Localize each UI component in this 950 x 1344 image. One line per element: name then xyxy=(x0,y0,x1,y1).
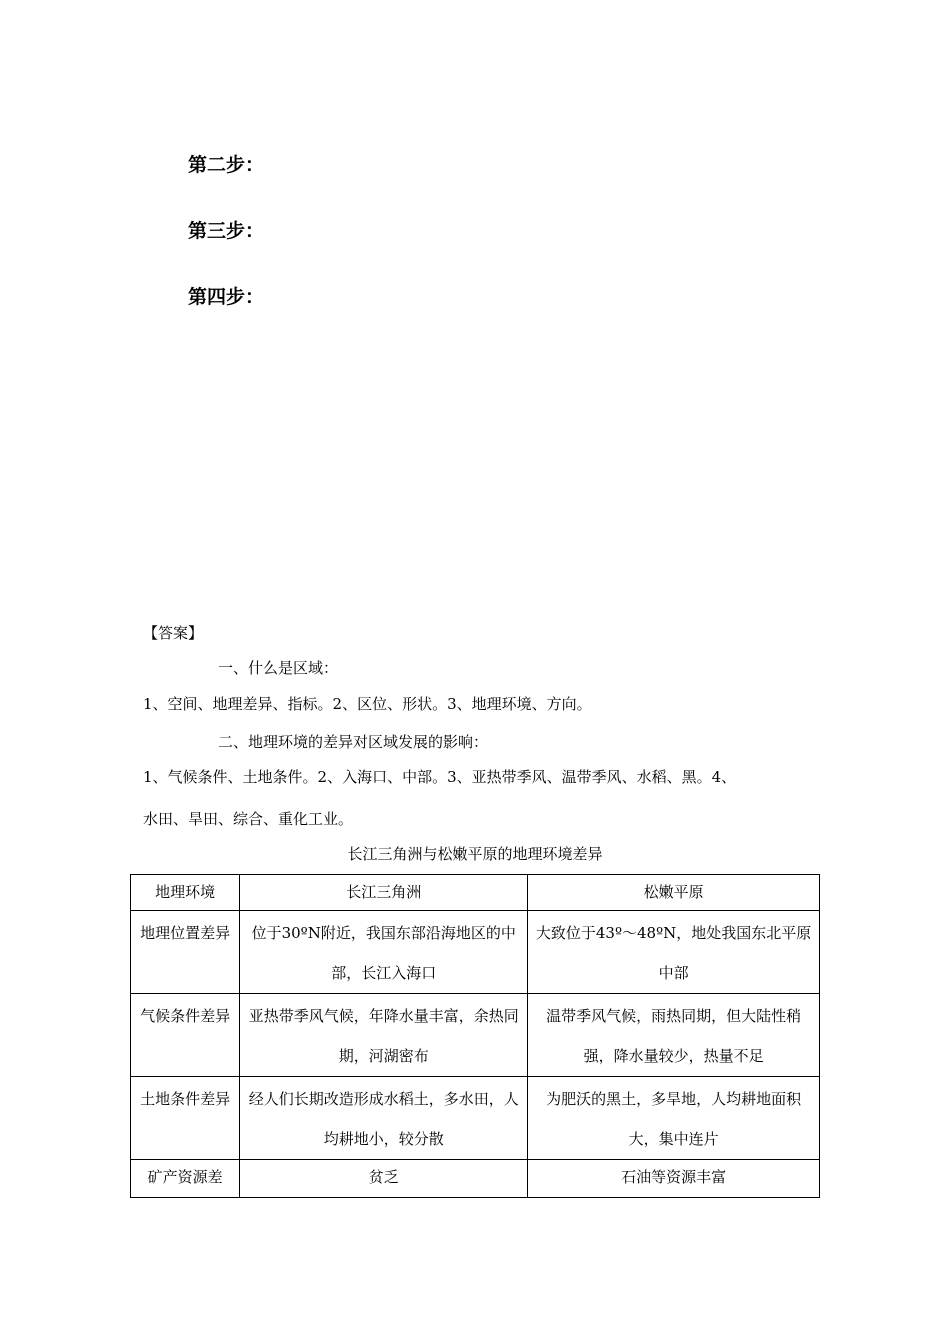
table-cell: 温带季风气候，雨热同期，但大陆性稍强，降水量较少，热量不足 xyxy=(528,994,820,1077)
row-label-cell: 地理位置差异 xyxy=(131,911,240,994)
table-cell: 贫乏 xyxy=(240,1160,528,1198)
table-cell: 亚热带季风气候，年降水量丰富，余热同期，河湖密布 xyxy=(240,994,528,1077)
step-four-label: 第四步： xyxy=(188,286,265,308)
header-cell: 地理环境 xyxy=(131,875,240,911)
step-three-label: 第三步： xyxy=(188,220,265,242)
step-two-label: 第二步： xyxy=(188,154,265,176)
table-cell: 大致位于43º～48ºN，地处我国东北平原中部 xyxy=(528,911,820,994)
header-cell: 长江三角洲 xyxy=(240,875,528,911)
table-cell: 石油等资源丰富 xyxy=(528,1160,820,1198)
header-cell: 松嫩平原 xyxy=(528,875,820,911)
section2-title: 二、地理环境的差异对区域发展的影响： xyxy=(218,733,489,751)
table-row xyxy=(131,1160,820,1198)
table-cell: 位于30ºN附近，我国东部沿海地区的中部，长江入海口 xyxy=(240,911,528,994)
table-row xyxy=(131,994,820,1077)
section1-title: 一、什么是区域： xyxy=(218,659,339,677)
table-cell: 为肥沃的黑土，多旱地，人均耕地面积大，集中连片 xyxy=(528,1077,820,1160)
section2-text-line1: 1、气候条件、土地条件。2、入海口、中部。3、亚热带季风、温带季风、水稻、黑。4、 xyxy=(143,768,737,786)
table-cell: 经人们长期改造形成水稻土，多水田，人均耕地小，较分散 xyxy=(240,1077,528,1160)
row-label-cell: 矿产资源差 xyxy=(131,1160,240,1198)
table-row xyxy=(131,1077,820,1160)
row-label-cell: 土地条件差异 xyxy=(131,1077,240,1160)
environment-comparison-table xyxy=(130,874,820,1198)
table-header-row xyxy=(131,875,820,911)
row-label-cell: 气候条件差异 xyxy=(131,994,240,1077)
section2-text-line2: 水田、旱田、综合、重化工业。 xyxy=(143,810,354,828)
table-row xyxy=(131,911,820,994)
table-caption: 长江三角洲与松嫩平原的地理环境差异 xyxy=(347,845,603,863)
answer-heading: 【答案】 xyxy=(143,624,204,642)
section1-text: 1、空间、地理差异、指标。2、区位、形状。3、地理环境、方向。 xyxy=(143,695,592,713)
